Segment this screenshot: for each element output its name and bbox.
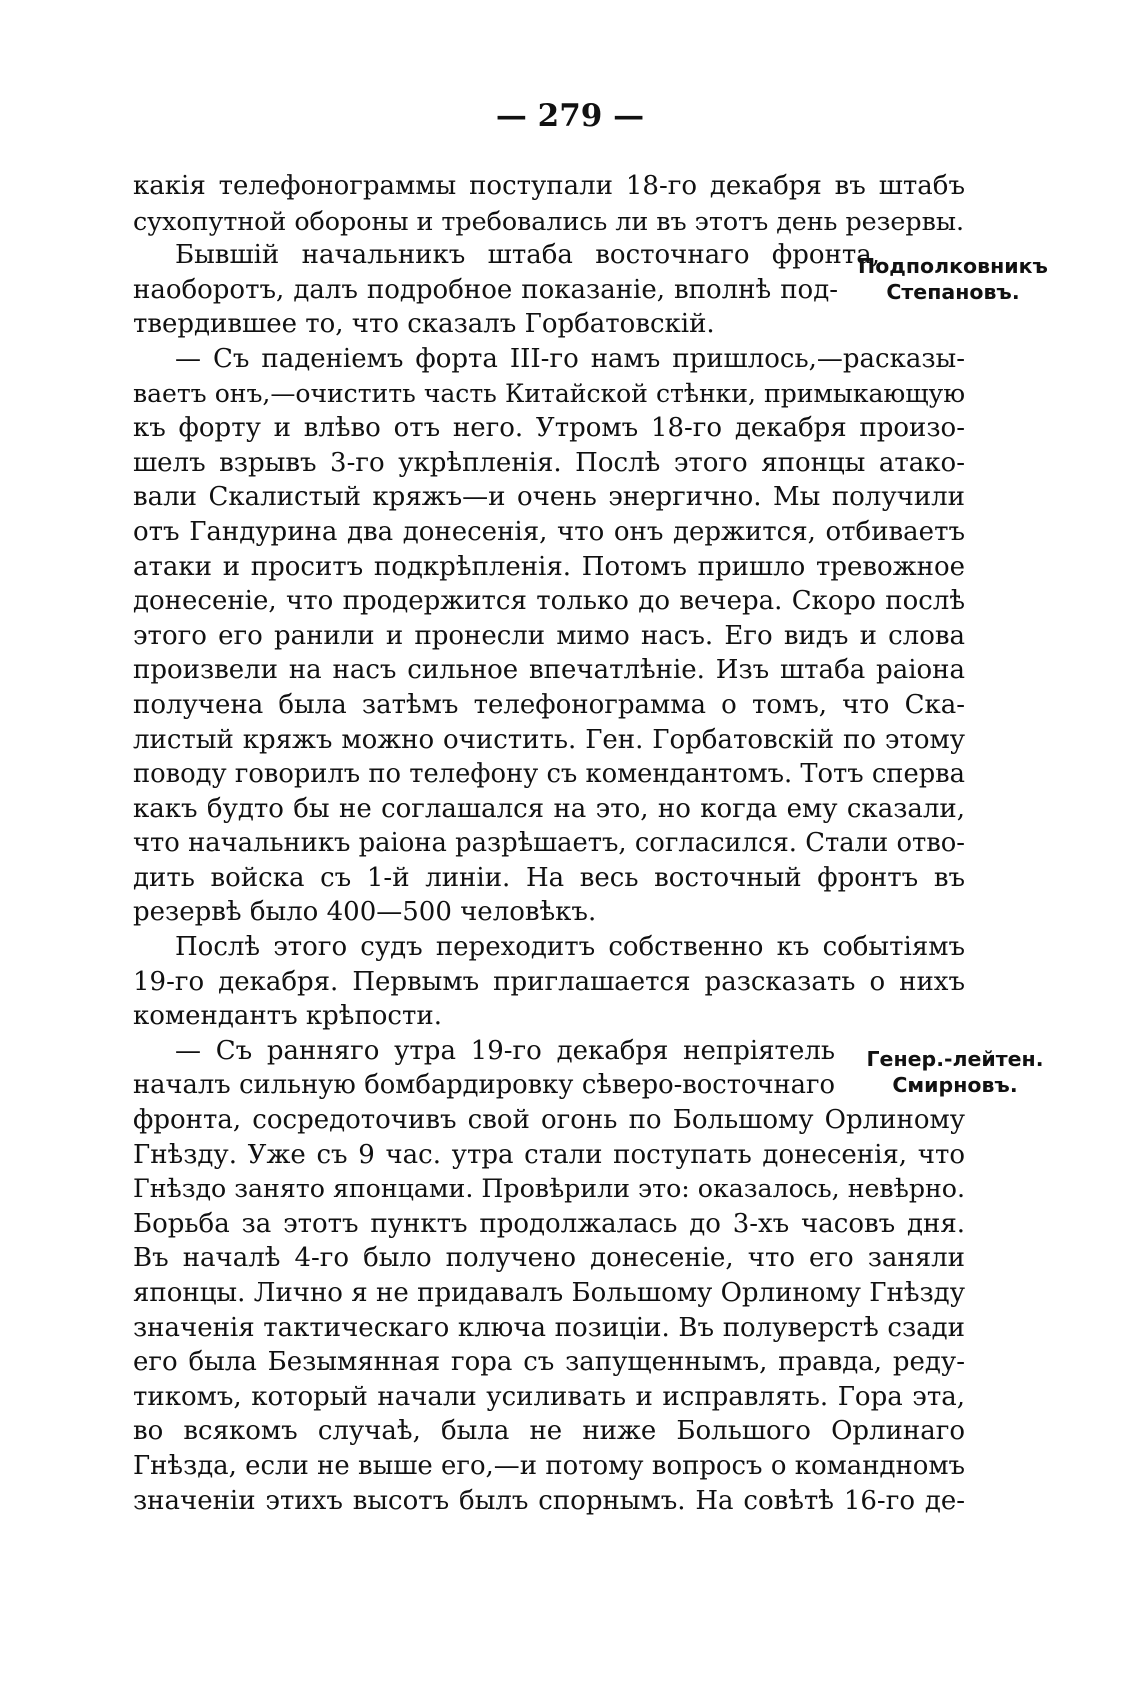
paragraph-smirnov-testimony (133, 1034, 965, 1518)
text-line: къ форту и влѣво отъ него. Утромъ 18-го декабря произо- (133, 413, 965, 444)
text-line: 19-го декабря. Первымъ приглашается разсказать о нихъ (133, 966, 965, 997)
text-line: поводу говорилъ по телефону съ комендантомъ. Тотъ сперва (133, 759, 965, 790)
text-line: Гнѣздо занято японцами. Провѣрили это: оказалось, невѣрно. (133, 1174, 965, 1204)
text-line: — Съ ранняго утра 19-го декабря непріятель (175, 1035, 835, 1066)
text-line: Въ началѣ 4-го было получено донесеніе, что его заняли (133, 1243, 965, 1274)
paragraph-stepanov-testimony (133, 342, 965, 930)
text-line: японцы. Лично я не придавалъ Большому Орлиному Гнѣзду (133, 1278, 965, 1308)
text-line: резервѣ было 400—500 человѣкъ. (133, 897, 597, 928)
text-line: фронта, сосредоточивъ свой огонь по Большому Орлиному (133, 1105, 965, 1136)
text-line: какъ будто бы не соглашался на это, но когда ему сказали, (133, 793, 965, 824)
text-line: значеніи этихъ высотъ былъ спорнымъ. На совѣтѣ 16-го де- (133, 1485, 965, 1516)
text-line: Борьба за этотъ пунктъ продолжалась до 3-хъ часовъ дня. (133, 1208, 965, 1239)
paragraph-court (133, 930, 965, 1034)
text-line: его была Безымянная гора съ запущеннымъ, правда, реду- (133, 1347, 965, 1378)
text-line: получена была затѣмъ телефонограмма о томъ, что Ска- (133, 689, 965, 720)
text-line: что начальникъ раіона разрѣшаетъ, согласился. Стали отво- (133, 828, 965, 859)
text-line: листый кряжъ можно очистить. Ген. Горбатовскій по этому (133, 724, 965, 755)
text-line: дить войска съ 1-й линіи. На весь восточный фронтъ въ (133, 862, 965, 893)
page-number: — 279 — (495, 98, 645, 134)
text-line: Послѣ этого судъ переходитъ собственно къ событіямъ (175, 932, 965, 963)
text-line: наоборотъ, далъ подробное показаніе, вполнѣ под- (133, 274, 838, 305)
paragraph-stepanov-intro (133, 238, 965, 342)
margin-note-line: Смирновъ. (892, 1073, 1018, 1097)
text-line: вали Скалистый кряжъ—и очень энергично. Мы получили (133, 482, 965, 513)
text-line: сухопутной обороны и требовались ли въ этотъ день резервы. (133, 205, 965, 236)
margin-note-line: Степановъ. (886, 280, 1020, 304)
text-line: во всякомъ случаѣ, была не ниже Большого Орлинаго (133, 1416, 965, 1447)
text-line: твердившее то, что сказалъ Горбатовскій. (133, 309, 715, 340)
text-line: атаки и проситъ подкрѣпленія. Потомъ пришло тревожное (133, 551, 965, 582)
text-line: произвели на насъ сильное впечатлѣніе. Изъ штаба раіона (133, 655, 965, 686)
text-line: этого его ранили и пронесли мимо насъ. Его видъ и слова (133, 620, 965, 651)
text-line: отъ Гандурина два донесенія, что онъ держится, отбиваетъ (133, 516, 965, 547)
text-line: Бывшій начальникъ штаба восточнаго фронта, (175, 240, 880, 271)
paragraph-continuation (133, 169, 965, 238)
body-text (133, 169, 965, 1518)
text-line: значенія тактическаго ключа позиціи. Въ полуверстѣ сзади (133, 1312, 965, 1343)
text-line: Гнѣзду. Уже съ 9 час. утра стали поступать донесенія, что (133, 1139, 965, 1170)
text-line: комендантъ крѣпости. (133, 1001, 442, 1032)
text-line: тикомъ, который начали усиливать и исправлять. Гора эта, (133, 1381, 965, 1412)
text-line: ваетъ онъ,—очистить часть Китайской стѣнки, примыкающую (133, 378, 965, 408)
text-line: началъ сильную бомбардировку сѣверо-восточнаго (133, 1070, 835, 1101)
text-line: донесеніе, что продержится только до вечера. Скоро послѣ (133, 586, 965, 617)
text-line: Гнѣзда, если не выше его,—и потому вопросъ о командномъ (133, 1450, 965, 1481)
text-line: какія телефонограммы поступали 18-го декабря въ штабъ (133, 171, 965, 201)
margin-note-line: Подполковникъ (858, 254, 1048, 278)
margin-note-line: Генер.-лейтен. (866, 1047, 1044, 1071)
text-line: шелъ взрывъ 3-го укрѣпленія. Послѣ этого японцы атако- (133, 447, 965, 478)
text-line: — Съ паденіемъ форта III-го намъ пришлось,—расказы- (175, 343, 965, 374)
